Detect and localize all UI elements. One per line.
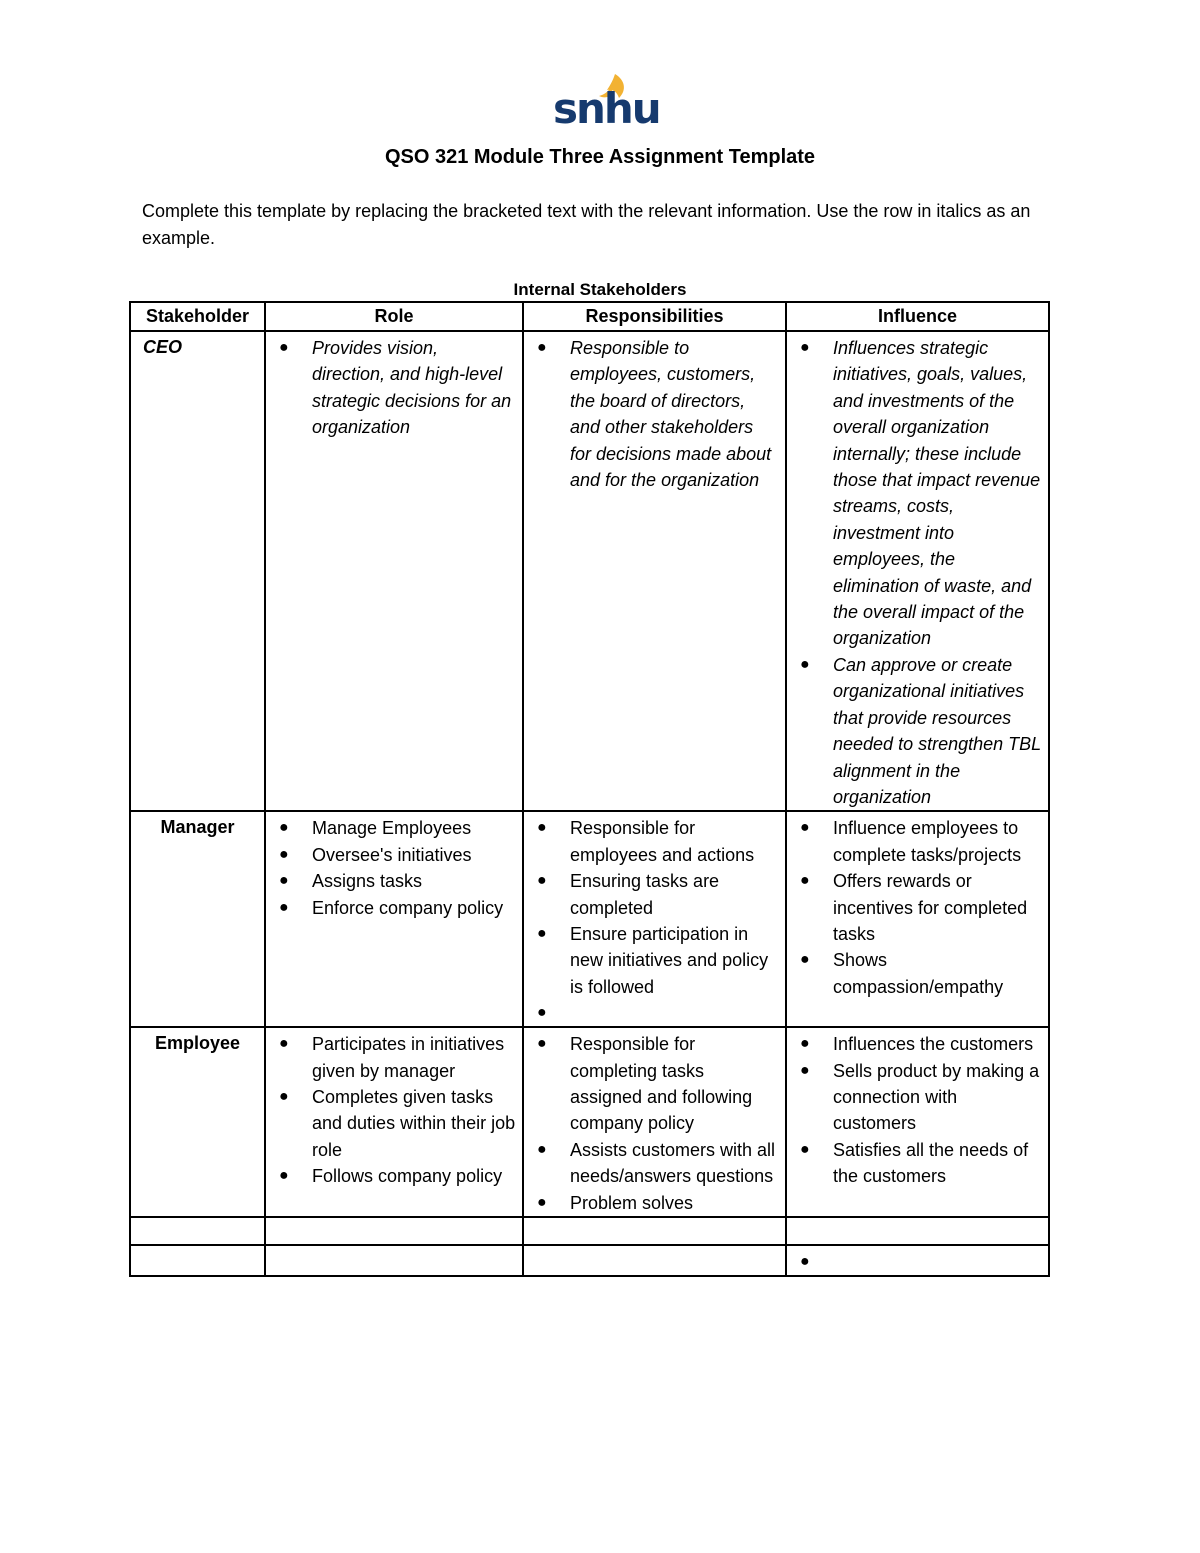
cell-stakeholder: Employee [130,1027,265,1217]
cell-stakeholder: CEO [130,331,265,811]
list-item [524,815,779,868]
list-item-text: Provides vision, direction, and high-level strategic decisions for an organization [312,338,512,438]
cell-responsibilities [523,811,786,1027]
bullet-icon: ● [279,1167,289,1185]
list-item-text: Responsible to employees, customers, the board of directors, and other stakeholders for decisions made about and for the organization [570,338,772,491]
bullet-icon: ● [537,872,547,890]
bullet-icon: ● [800,951,810,969]
table-caption: Internal Stakeholders [513,280,687,299]
list-item-text: Ensuring tasks are completed [570,871,720,918]
list-item [266,335,516,441]
instructions-text: Complete this template by replacing the bracketed text with the relevant information. Use the row in italics as an example. [142,201,1031,248]
table-header-row [130,302,1049,331]
table-row [130,1027,1049,1217]
list-item [266,1031,516,1084]
list-item [266,1084,516,1163]
stakeholders-table [129,301,1050,1277]
list-item-text: Ensure participation in new initiatives and policy is followed [570,923,769,997]
cell-influence [786,1027,1049,1217]
list-item-text: Influences strategic initiatives, goals, values, and investments of the overall organization internally; these include those that impact revenue streams, costs, investment into employees, the elimination of waste, and the overall impact of the organization [833,338,1041,649]
bullet-icon: ● [800,872,810,890]
list-item [266,1163,516,1189]
list-item [524,335,779,493]
page-title: QSO 321 Module Three Assignment Template [384,146,816,168]
cell-role [265,1245,523,1276]
cell-role [265,1027,523,1217]
cell-influence [786,1217,1049,1245]
cell-influence [786,811,1049,1027]
list-item [266,895,516,921]
influence-list [787,1028,1048,1189]
list-item-text: Shows compassion/empathy [833,950,1004,997]
bullet-icon: ● [537,819,547,837]
list-item [524,1137,779,1190]
cell-influence [786,1245,1049,1276]
bullet-icon: ● [800,819,810,837]
list-item-text: Responsible for employees and actions [570,818,755,865]
cell-stakeholder [130,1245,265,1276]
list-item-text: Assigns tasks [312,871,423,892]
bullet-icon: ● [537,339,547,356]
bullet-icon: ● [279,819,289,837]
list-item-text: Manage Employees [312,818,472,839]
cell-stakeholder: Manager [130,811,265,1027]
cell-responsibilities [523,1217,786,1245]
bullet-icon: ● [279,1087,289,1105]
header-influence: Influence [786,302,1049,331]
bullet-icon: ● [800,1061,810,1079]
bullet-icon: ● [537,1193,547,1211]
bullet-icon: ● [800,1140,810,1158]
header-stakeholder: Stakeholder [130,302,265,331]
list-item-text: Offers rewards or incentives for completed tasks [833,871,1028,944]
cell-role [265,331,523,811]
list-item-text: Completes given tasks and duties within their job role [312,1086,516,1160]
list-item-text: Enforce company policy [312,897,504,918]
list-item [524,1031,779,1137]
responsibilities-list [524,812,785,1026]
logo-wordmark: snhu [553,84,660,133]
influence-list [787,332,1048,810]
role-list [266,812,522,921]
list-item-text: Can approve or create organizational initiatives that provide resources needed to strengthen TBL alignment in the organization [833,654,1041,807]
header-role: Role [265,302,523,331]
role-list [266,1028,522,1189]
role-list [266,332,522,441]
table-row [130,331,1049,811]
bullet-icon: ● [279,339,289,356]
list-item [524,1000,779,1026]
bullet-icon: ● [279,1035,289,1053]
list-item-text: Influence employees to complete tasks/projects [833,818,1022,865]
bullet-icon: ● [800,1253,810,1270]
list-item [524,868,779,921]
bullet-icon: ● [800,655,810,673]
list-item [787,868,1042,947]
list-item-text: Assists customers with all needs/answers questions [570,1139,776,1187]
snhu-logo [553,72,660,134]
bullet-icon: ● [800,1035,810,1053]
list-item-text: Responsible for completing tasks assigned and following company policy [570,1034,753,1134]
list-item [787,335,1042,652]
list-item [787,1058,1042,1137]
influence-list [787,1246,1048,1275]
list-item [266,815,516,841]
influence-list [787,812,1048,1000]
list-item [787,1137,1042,1190]
table-row [130,811,1049,1027]
list-item-text: Influences the customers [833,1034,1034,1055]
bullet-icon: ● [279,845,289,863]
bullet-icon: ● [800,339,810,356]
table-row [130,1245,1049,1276]
list-item [787,652,1042,810]
list-item-text: Participates in initiatives given by manager [312,1034,505,1081]
bullet-icon: ● [279,872,289,890]
bullet-icon: ● [537,924,547,942]
cell-responsibilities [523,1245,786,1276]
list-item [524,1190,779,1216]
cell-responsibilities [523,1027,786,1217]
cell-responsibilities [523,331,786,811]
bullet-icon: ● [537,1140,547,1158]
list-item-text: Sells product by making a connection with customers [833,1060,1040,1134]
cell-role [265,811,523,1027]
bullet-icon: ● [537,1035,547,1053]
list-item [787,947,1042,1000]
list-item [266,842,516,868]
list-item-text: Satisfies all the needs of the customers [833,1139,1029,1187]
list-item [787,1249,1042,1275]
list-item-text: Follows company policy [312,1166,503,1187]
cell-role [265,1217,523,1245]
list-item [787,1031,1042,1057]
list-item [787,815,1042,868]
list-item [266,868,516,894]
table-row [130,1217,1049,1245]
list-item-text: Oversee's initiatives [312,844,472,865]
header-responsibilities: Responsibilities [523,302,786,331]
list-item-text: Problem solves [570,1192,694,1213]
cell-influence [786,331,1049,811]
responsibilities-list [524,1028,785,1216]
bullet-icon: ● [537,1004,547,1022]
cell-stakeholder [130,1217,265,1245]
bullet-icon: ● [279,898,289,916]
list-item [524,921,779,1000]
responsibilities-list [524,332,785,493]
